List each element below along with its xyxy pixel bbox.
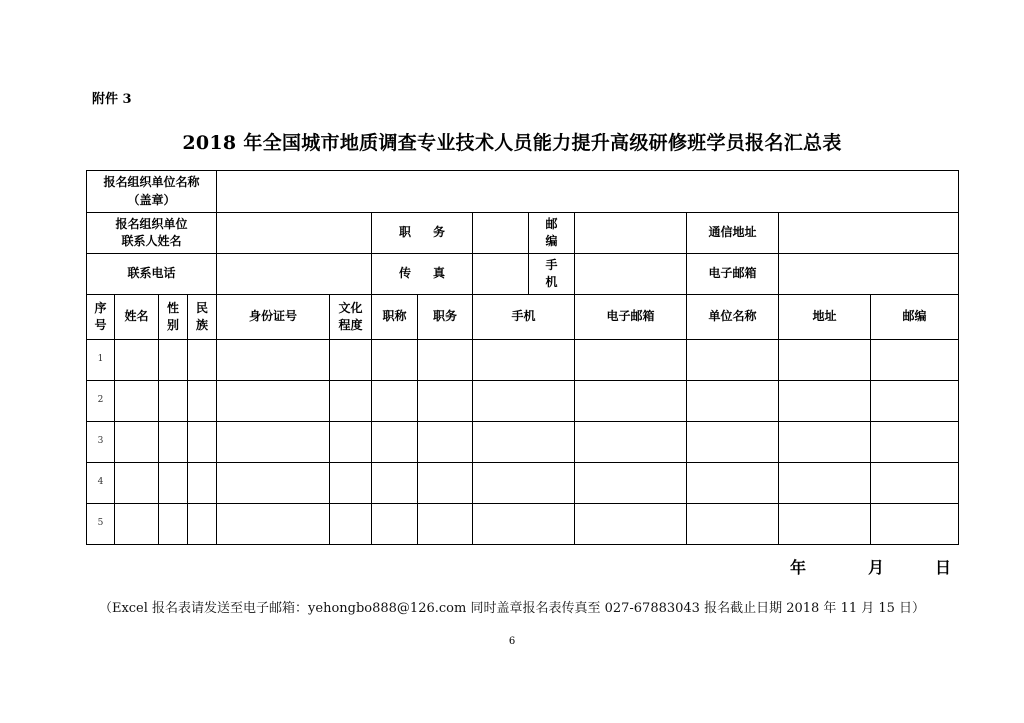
column-header-row xyxy=(87,295,959,340)
cell-name[interactable] xyxy=(115,381,159,422)
cell-education[interactable] xyxy=(330,463,372,504)
cell-postcode[interactable] xyxy=(871,504,959,545)
cell-position[interactable] xyxy=(418,463,473,504)
cell-email[interactable] xyxy=(575,340,687,381)
col-ethnicity-header xyxy=(188,295,217,340)
date-day-label: 日 xyxy=(935,558,952,577)
date-year-label: 年 xyxy=(790,558,807,577)
cell-address[interactable] xyxy=(779,381,871,422)
address-field[interactable] xyxy=(779,213,959,254)
cell-address[interactable] xyxy=(779,340,871,381)
row-number: 2 xyxy=(87,381,115,422)
cell-name[interactable] xyxy=(115,463,159,504)
org-name-label-cell xyxy=(87,171,217,213)
org-name-field[interactable] xyxy=(217,171,959,213)
col-education-header xyxy=(330,295,372,340)
fax-field[interactable] xyxy=(473,254,529,295)
row-number: 1 xyxy=(87,340,115,381)
col-ethnicity-line1: 民 xyxy=(196,300,209,315)
fax-label-cell xyxy=(372,254,473,295)
cell-id-number[interactable] xyxy=(217,381,330,422)
cell-id-number[interactable] xyxy=(217,422,330,463)
cell-title[interactable] xyxy=(372,340,418,381)
position-field[interactable] xyxy=(473,213,529,254)
cell-gender[interactable] xyxy=(159,504,188,545)
col-education-line2: 程度 xyxy=(338,318,363,332)
cell-postcode[interactable] xyxy=(871,340,959,381)
cell-ethnicity[interactable] xyxy=(188,504,217,545)
position-label: 职务 xyxy=(399,225,468,240)
mobile-field[interactable] xyxy=(575,254,687,295)
cell-ethnicity[interactable] xyxy=(188,422,217,463)
cell-email[interactable] xyxy=(575,504,687,545)
col-title-header: 职称 xyxy=(372,295,418,340)
cell-position[interactable] xyxy=(418,340,473,381)
cell-gender[interactable] xyxy=(159,381,188,422)
cell-email[interactable] xyxy=(575,422,687,463)
cell-address[interactable] xyxy=(779,463,871,504)
cell-ethnicity[interactable] xyxy=(188,463,217,504)
col-ethnicity-line2: 族 xyxy=(196,318,209,332)
cell-education[interactable] xyxy=(330,340,372,381)
col-seq-header xyxy=(87,295,115,340)
contact-name-label-line2: 联系人姓名 xyxy=(121,234,182,248)
contact-row xyxy=(87,213,959,254)
address-label: 通信地址 xyxy=(708,225,757,240)
phone-row xyxy=(87,254,959,295)
cell-id-number[interactable] xyxy=(217,504,330,545)
cell-employer[interactable] xyxy=(687,504,779,545)
org-seal-label: （盖章） xyxy=(127,192,176,207)
col-employer-header: 单位名称 xyxy=(687,295,779,340)
col-mobile-header: 手机 xyxy=(473,295,575,340)
contact-name-label-line1: 报名组织单位 xyxy=(115,216,188,231)
col-gender-header xyxy=(159,295,188,340)
row-number: 3 xyxy=(87,422,115,463)
col-email-header: 电子邮箱 xyxy=(575,295,687,340)
cell-mobile[interactable] xyxy=(473,381,575,422)
row-number: 5 xyxy=(87,504,115,545)
cell-mobile[interactable] xyxy=(473,463,575,504)
col-seq-line2: 号 xyxy=(94,318,107,332)
cell-address[interactable] xyxy=(779,422,871,463)
date-month-label: 月 xyxy=(868,558,885,577)
cell-title[interactable] xyxy=(372,504,418,545)
cell-postcode[interactable] xyxy=(871,381,959,422)
cell-position[interactable] xyxy=(418,504,473,545)
address-label-cell xyxy=(687,213,779,254)
email-label-cell xyxy=(687,254,779,295)
col-postcode-header: 邮编 xyxy=(871,295,959,340)
cell-name[interactable] xyxy=(115,340,159,381)
phone-label-cell xyxy=(87,254,217,295)
attachment-label: 附件 3 xyxy=(92,92,132,107)
cell-mobile[interactable] xyxy=(473,422,575,463)
cell-ethnicity[interactable] xyxy=(188,381,217,422)
col-seq-line1: 序 xyxy=(94,300,107,315)
cell-education[interactable] xyxy=(330,504,372,545)
cell-title[interactable] xyxy=(372,381,418,422)
mobile-label-line1: 手 xyxy=(545,257,558,272)
contact-name-label-cell xyxy=(87,213,217,254)
postcode-field[interactable] xyxy=(575,213,687,254)
cell-gender[interactable] xyxy=(159,422,188,463)
org-name-label: 报名组织单位名称 xyxy=(103,175,200,190)
col-position-header: 职务 xyxy=(418,295,473,340)
col-address-header: 地址 xyxy=(779,295,871,340)
cell-email[interactable] xyxy=(575,381,687,422)
col-gender-line1: 性 xyxy=(166,300,179,315)
phone-label: 联系电话 xyxy=(127,266,176,281)
cell-education[interactable] xyxy=(330,381,372,422)
cell-title[interactable] xyxy=(372,422,418,463)
mobile-label-line2: 机 xyxy=(545,275,558,289)
cell-postcode[interactable] xyxy=(871,463,959,504)
mobile-label-cell xyxy=(529,254,575,295)
registration-table xyxy=(86,170,959,545)
postcode-label-cell xyxy=(529,213,575,254)
page-number: 6 xyxy=(508,636,516,647)
page-title: 2018 年全国城市地质调查专业技术人员能力提升高级研修班学员报名汇总表 xyxy=(182,132,842,154)
email-field[interactable] xyxy=(779,254,959,295)
email-label: 电子邮箱 xyxy=(708,266,757,281)
contact-name-field[interactable] xyxy=(217,213,372,254)
cell-title[interactable] xyxy=(372,463,418,504)
cell-gender[interactable] xyxy=(159,340,188,381)
cell-position[interactable] xyxy=(418,422,473,463)
cell-name[interactable] xyxy=(115,504,159,545)
col-name-header: 姓名 xyxy=(115,295,159,340)
cell-name[interactable] xyxy=(115,422,159,463)
row-number: 4 xyxy=(87,463,115,504)
cell-employer[interactable] xyxy=(687,381,779,422)
postcode-label-line2: 编 xyxy=(545,234,558,248)
table-row xyxy=(87,463,959,504)
cell-employer[interactable] xyxy=(687,422,779,463)
org-name-row xyxy=(87,171,959,213)
cell-ethnicity[interactable] xyxy=(188,340,217,381)
cell-employer[interactable] xyxy=(687,463,779,504)
phone-field[interactable] xyxy=(217,254,372,295)
cell-id-number[interactable] xyxy=(217,463,330,504)
col-education-line1: 文化 xyxy=(338,300,363,315)
table-row xyxy=(87,340,959,381)
cell-id-number[interactable] xyxy=(217,340,330,381)
cell-email[interactable] xyxy=(575,463,687,504)
cell-position[interactable] xyxy=(418,381,473,422)
postcode-label-line1: 邮 xyxy=(545,216,558,231)
cell-postcode[interactable] xyxy=(871,422,959,463)
col-gender-line2: 别 xyxy=(166,318,179,332)
col-id-number-header: 身份证号 xyxy=(217,295,330,340)
cell-education[interactable] xyxy=(330,422,372,463)
submission-note: （Excel 报名表请发送至电子邮箱：yehongbo888@126.com 同时盖章报名表传真至 027-67883043 报名截止日期 2018 年 11 月 15 日） xyxy=(98,601,926,616)
table-row xyxy=(87,504,959,545)
table-row xyxy=(87,422,959,463)
position-label-cell xyxy=(372,213,473,254)
cell-mobile[interactable] xyxy=(473,340,575,381)
cell-employer[interactable] xyxy=(687,340,779,381)
cell-mobile[interactable] xyxy=(473,504,575,545)
cell-gender[interactable] xyxy=(159,463,188,504)
cell-address[interactable] xyxy=(779,504,871,545)
fax-label: 传真 xyxy=(399,266,468,281)
table-row xyxy=(87,381,959,422)
